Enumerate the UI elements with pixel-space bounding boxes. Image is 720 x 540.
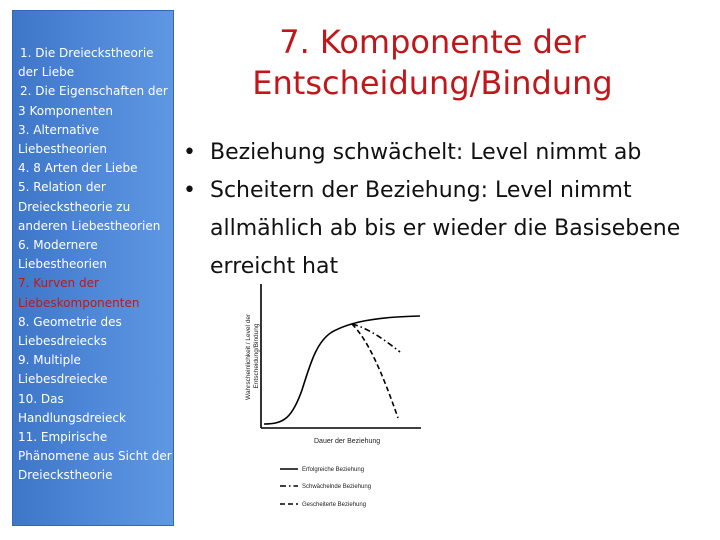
- toc-item[interactable]: 6. Modernere Liebestheorien: [18, 238, 107, 272]
- bullet-text: Beziehung schwächelt: Level nimmt ab: [210, 140, 642, 165]
- bullet-item: [183, 134, 703, 172]
- y-axis-label-line-2: Entscheidung/Bindung: [253, 323, 260, 389]
- bullet-icon: •: [183, 178, 196, 203]
- toc-item[interactable]: 3. Alternative Liebestheorien: [18, 122, 107, 157]
- curve-successful: [264, 316, 420, 424]
- bullet-text: Scheitern der Beziehung: Level nimmt allmählich ab bis er wieder die Basisebene erreicht hat: [210, 178, 681, 279]
- bullet-icon: •: [183, 140, 196, 165]
- bullet-item: [183, 172, 703, 286]
- toc-item[interactable]: 5. Relation der Dreieckstheorie zu anderen Liebestheorien: [18, 180, 161, 233]
- toc-item[interactable]: 2. Die Eigenschaften der 3 Komponenten: [18, 84, 168, 118]
- toc-item[interactable]: 1. Die Dreieckstheorie der Liebe: [18, 46, 154, 80]
- toc-item[interactable]: 4. 8 Arten der Liebe: [18, 161, 138, 176]
- bullet-list: [183, 134, 703, 286]
- table-of-contents: [18, 44, 174, 486]
- curve-diagram: [240, 280, 440, 520]
- toc-item[interactable]: 9. Multiple Liebesdreiecke: [18, 353, 108, 387]
- sidebar: [12, 10, 174, 526]
- slide-title-line-2: Entscheidung/Bindung: [252, 64, 613, 102]
- legend-label: Gescheiterte Beziehung: [302, 502, 367, 508]
- y-axis-label-line-1: Wahrscheinlichkeit / Level der: [245, 313, 252, 400]
- toc-item[interactable]: 11. Empirische Phänomene aus Sicht der Dreieckstheorie: [18, 430, 172, 483]
- toc-item[interactable]: 8. Geometrie des Liebesdreiecks: [18, 314, 122, 349]
- toc-item-active[interactable]: 7. Kurven der Liebeskomponenten: [18, 276, 140, 310]
- legend-label: Schwächelnde Beziehung: [302, 484, 372, 490]
- curve-weakening: [352, 324, 400, 352]
- x-axis-label: Dauer der Beziehung: [314, 438, 381, 445]
- y-axis-label: [245, 312, 260, 400]
- toc-item[interactable]: 10. Das Handlungsdreieck: [18, 391, 126, 425]
- commitment-curve-figure: [240, 280, 440, 524]
- curve-failed: [352, 324, 398, 418]
- slide-title-line-1: 7. Komponente der: [279, 23, 586, 61]
- legend-label: Erfolgreiche Beziehung: [302, 467, 365, 473]
- slide-title: [215, 22, 650, 104]
